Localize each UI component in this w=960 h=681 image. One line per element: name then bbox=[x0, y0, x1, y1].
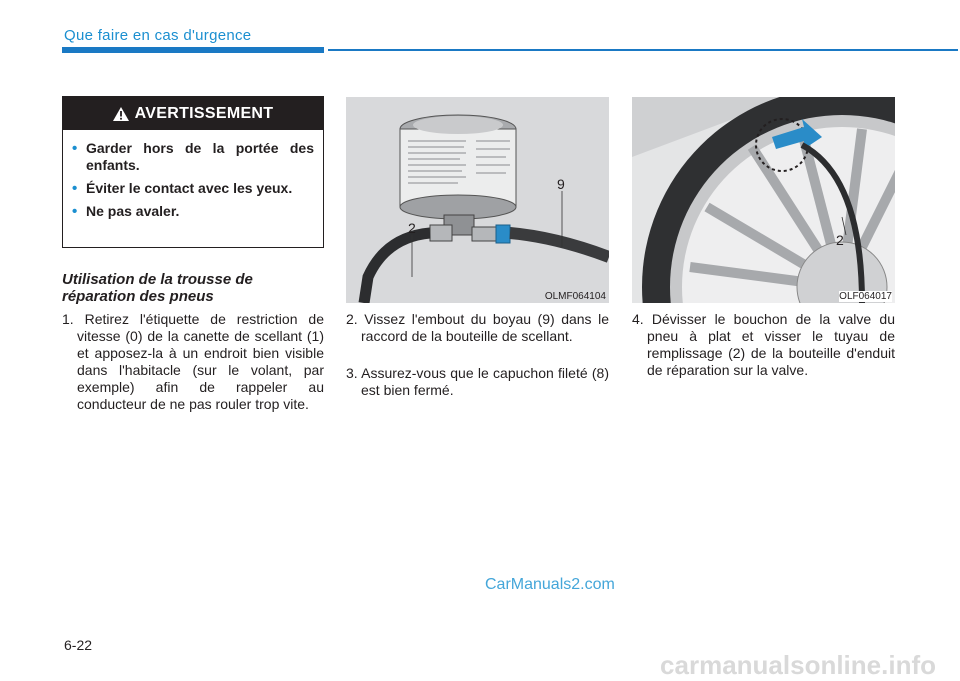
warning-triangle-icon bbox=[113, 107, 129, 121]
sealant-bottle-illustration bbox=[346, 97, 609, 303]
step-1: 1. Retirez l'étiquette de restriction de vitesse (0) de la canette de scellant (1) et apposez-la à un endroit bien visible dans l'habitacle (sur le volant, par exemple) afin de rappeler au conducteur de ne pas rouler trop vite. bbox=[62, 311, 324, 412]
bullet-icon: • bbox=[72, 203, 78, 220]
warning-item: • Éviter le contact avec les yeux. bbox=[72, 180, 293, 197]
header-rule-thin bbox=[328, 49, 958, 51]
figure-code: OLMF064104 bbox=[544, 291, 606, 302]
callout-9: 9 bbox=[557, 176, 565, 192]
figure-sealant-bottle bbox=[346, 97, 609, 303]
header-rule-thick bbox=[62, 47, 324, 53]
section-title: Utilisation de la trousse de réparation des pneus bbox=[62, 271, 253, 305]
warning-item: • Garder hors de la portée des enfants. bbox=[72, 140, 314, 173]
site-watermark: CarManuals2.com bbox=[485, 576, 615, 593]
section-header-title: Que faire en cas d'urgence bbox=[64, 27, 252, 44]
page-number: 6-22 bbox=[64, 637, 93, 653]
callout-2: 2 bbox=[836, 232, 844, 248]
callout-2: 2 bbox=[408, 220, 416, 236]
warning-item: • Ne pas avaler. bbox=[72, 203, 180, 220]
warning-header bbox=[63, 97, 323, 130]
step-3: 3. Assurez-vous que le capuchon fileté (8) est bien fermé. bbox=[346, 365, 609, 398]
figure-code: OLF064017 bbox=[839, 291, 892, 302]
bullet-icon: • bbox=[72, 140, 78, 157]
warning-list bbox=[63, 130, 323, 220]
step-2: 2. Vissez l'embout du boyau (9) dans le raccord de la bouteille de scellant. bbox=[346, 311, 609, 344]
step-4: 4. Dévisser le bouchon de la valve du pneu à plat et visser le tuyau de remplissage (2) de la bouteille d'enduit de réparation sur la valve. bbox=[632, 311, 895, 378]
bullet-icon: • bbox=[72, 180, 78, 197]
warning-box bbox=[62, 96, 324, 248]
figure-tire-valve bbox=[632, 97, 895, 303]
tire-valve-illustration bbox=[632, 97, 895, 303]
footer-watermark: carmanualsonline.info bbox=[660, 650, 936, 680]
warning-title: AVERTISSEMENT bbox=[134, 104, 274, 122]
